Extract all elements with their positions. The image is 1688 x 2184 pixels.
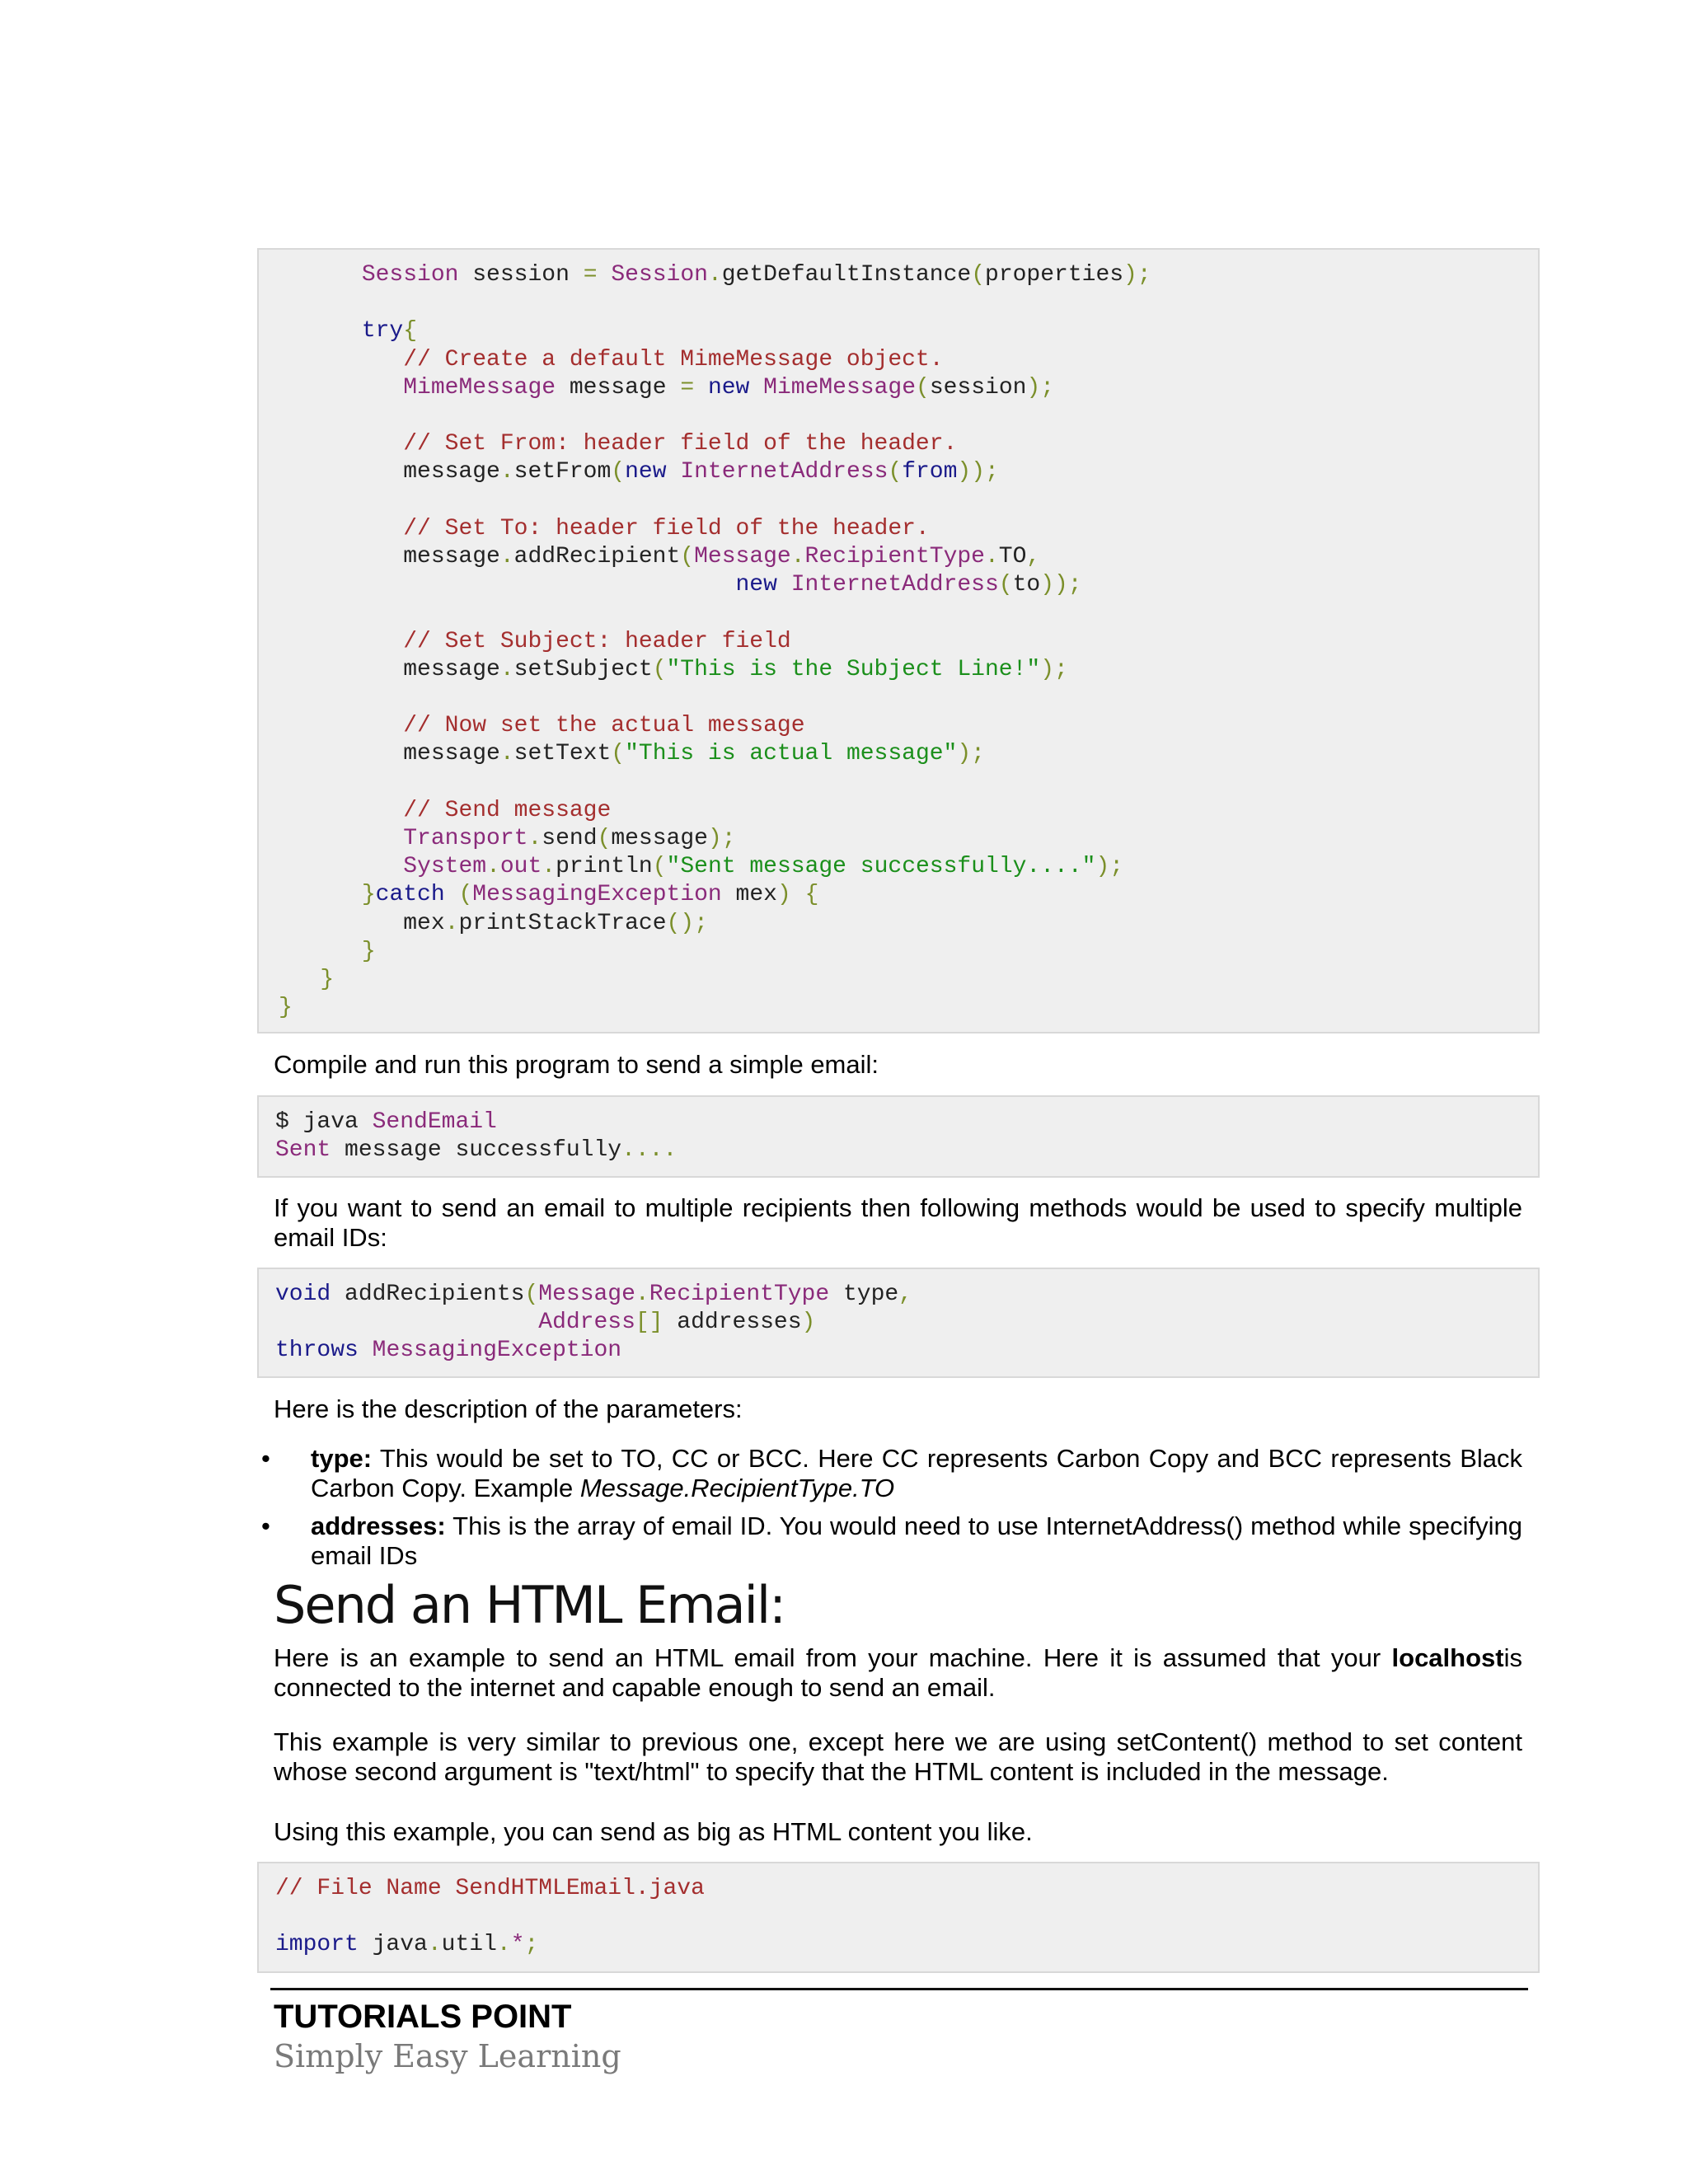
code-line: Session session = Session.getDefaultInstance(properties); — [361, 262, 1151, 288]
code-line: import java.util.*; — [275, 1932, 539, 1958]
code-line: Transport.send(message); — [403, 826, 736, 852]
term-addresses: addresses: — [311, 1511, 446, 1540]
code-line: MimeMessage message = new MimeMessage(session); — [403, 374, 1055, 401]
footer-tagline: Simply Easy Learning — [274, 2038, 621, 2074]
bullet-icon: • — [261, 1444, 270, 1473]
code-line: // Set From: header field of the header. — [403, 431, 958, 457]
paragraph-compile: Compile and run this program to send a simple email: — [274, 1050, 879, 1079]
paragraph-html-size: Using this example, you can send as big as HTML content you like. — [274, 1817, 1033, 1846]
term-type: type: — [311, 1444, 373, 1473]
code-block-send-html-email — [257, 1862, 1540, 1973]
code-line: $ java SendEmail — [275, 1109, 497, 1135]
code-block-add-recipients — [257, 1268, 1540, 1378]
code-line: // Send message — [403, 797, 612, 823]
code-line: Sent message successfully.... — [275, 1137, 678, 1164]
code-line: // Now set the actual message — [403, 713, 805, 739]
paragraph-multiple-recipients: If you want to send an email to multiple recipients then following methods would be used to specify multiple email IDs: — [274, 1193, 1522, 1252]
code-line — [275, 1903, 1538, 1931]
list-item-addresses — [257, 1511, 1522, 1571]
code-line: } — [361, 938, 376, 964]
code-line — [279, 684, 1538, 712]
code-line: new InternetAddress(to)); — [735, 572, 1082, 598]
paragraph-set-content: This example is very similar to previous one, except here we are using setContent() method to set content whose second argument is "text/html" to specify that the HTML content is included in the message. — [274, 1727, 1522, 1786]
code-line: mex.printStackTrace(); — [279, 910, 708, 936]
bullet-icon: • — [261, 1511, 270, 1540]
localhost-term: localhost — [1391, 1643, 1504, 1672]
code-line: message.setText("This is actual message"); — [279, 741, 985, 767]
type-example: Message.RecipientType.TO — [579, 1474, 895, 1502]
code-line: Address[] addresses) — [538, 1310, 816, 1336]
paragraph-html-intro — [274, 1643, 1522, 1703]
html-intro-text-a: Here is an example to send an HTML email from your machine. Here it is assumed that your — [274, 1643, 1392, 1672]
code-line: }catch (MessagingException mex) { — [361, 882, 819, 908]
code-line: // Set Subject: header field — [403, 628, 791, 654]
code-line: void addRecipients(Message.RecipientType type, — [275, 1282, 912, 1307]
type-description: This would be set to TO, CC or BCC. Here CC represents Carbon Copy and BCC represents Black Carbon Copy. Example — [311, 1444, 1522, 1502]
code-line: message.setSubject("This is the Subject Line!"); — [279, 656, 1068, 682]
code-line — [279, 487, 1538, 515]
code-line: message.addRecipient(Message.RecipientType.TO, — [279, 544, 1041, 570]
list-item-type — [257, 1444, 1522, 1503]
footer-brand: TUTORIALS POINT — [274, 1999, 572, 2035]
code-block-run — [257, 1095, 1540, 1178]
code-line: // File Name SendHTMLEmail.java — [275, 1876, 705, 1901]
code-block-send-email — [257, 248, 1540, 1033]
code-line: try{ — [361, 318, 418, 344]
code-line: System.out.println("Sent message successfully...."); — [403, 854, 1124, 880]
addresses-description: This is the array of email ID. You would need to use InternetAddress() method while specifying email IDs — [311, 1511, 1522, 1570]
code-line: // Set To: header field of the header. — [403, 515, 930, 541]
code-line: // Create a default MimeMessage object. — [403, 346, 944, 373]
footer-divider — [270, 1988, 1528, 1990]
code-line — [279, 402, 1538, 430]
code-line: throws MessagingException — [275, 1338, 622, 1364]
parameter-list — [257, 1444, 1522, 1579]
code-line: } — [320, 967, 335, 993]
code-line — [279, 769, 1538, 797]
paragraph-parameters-intro: Here is the description of the parameters: — [274, 1394, 743, 1423]
code-line: } — [279, 995, 293, 1021]
code-line — [279, 289, 1538, 317]
code-line: message.setFrom(new InternetAddress(from)); — [279, 459, 999, 485]
section-heading: Send an HTML Email: — [274, 1575, 785, 1635]
code-line — [279, 599, 1538, 627]
html-intro-text-b: is connected to the internet and capable enough to send an email. — [274, 1643, 1522, 1702]
